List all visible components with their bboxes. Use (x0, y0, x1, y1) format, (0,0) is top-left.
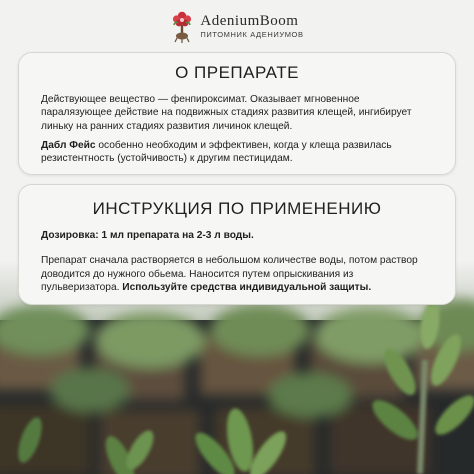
brand-subtitle: ПИТОМНИК АДЕНИУМОВ (200, 29, 304, 39)
header (0, 8, 474, 44)
instructions-card (18, 184, 456, 305)
about-description: Действующее вещество — фенпироксимат. Оказывает мгновенное паралязующее действие на подвижных стадиях развития клещей, ингибирует линьку на ранних стадиях развития личинок клещей. (41, 94, 412, 132)
usage-instructions: Препарат сначала растворяется в небольшом количестве воды, потом раствор доводится до нужного обьема. Наносится путем опрыскивания из пульверизатора. (41, 255, 418, 293)
about-title: О ПРЕПАРАТЕ (175, 63, 299, 82)
about-resistance-rest: особенно необходим и эффективен, когда у клеща развилась резистентность (устойчивость) к другим пестицидам. (41, 139, 392, 165)
about-resistance-text (41, 139, 433, 166)
usage-text (41, 254, 433, 294)
about-card (18, 52, 456, 175)
dosage-text: Дозировка: 1 мл препарата на 2-3 л воды. (41, 230, 254, 241)
adenium-logo-icon (170, 9, 194, 43)
brand-name: AdeniumBoom (200, 12, 299, 29)
product-name: Дабл Фейс (41, 139, 96, 151)
brand (200, 13, 303, 40)
instructions-title: ИНСТРУКЦИЯ ПО ПРИМЕНЕНИЮ (92, 199, 382, 218)
safety-warning: Используйте средства индивидуальной защиты. (122, 281, 372, 293)
